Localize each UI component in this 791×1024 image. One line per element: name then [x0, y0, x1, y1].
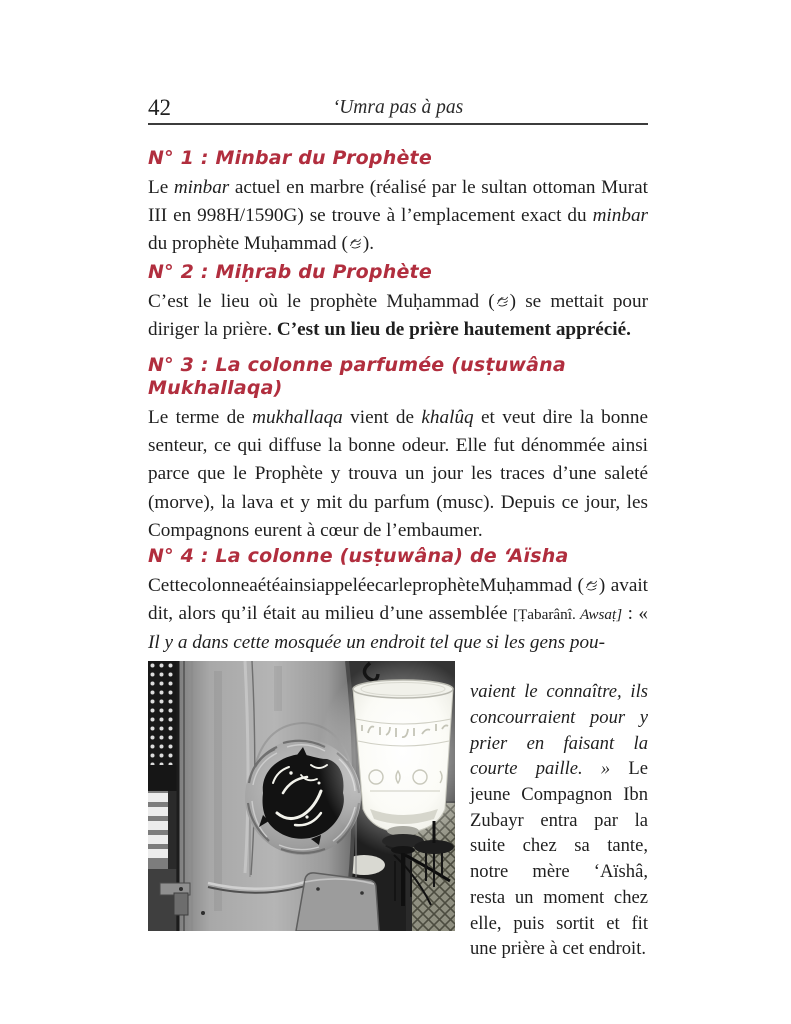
text-run: C’est le lieu où le prophète Muḥammad	[148, 290, 489, 312]
section-heading-mukhallaqa: N° 3 : La colonne parfumée (usṭuwâna Mukhallaqa)	[148, 354, 566, 400]
hadith-quote-end: vaient le connaître, ils concourraient pour y prier en faisant la courte paille. »	[470, 681, 648, 780]
saw-eulogy-symbol	[488, 291, 516, 312]
section-heading-aisha: N° 4 : La colonne (usṭuwâna) de ‘Aïsha	[148, 545, 569, 568]
section-heading-mihrab: N° 2 : Miḥrab du Prophète	[148, 260, 432, 283]
paren-open: (	[577, 575, 584, 597]
saw-ligature-icon	[348, 237, 363, 250]
paragraph-mukhallaqa	[148, 404, 648, 545]
text-run: vient de	[342, 407, 422, 429]
bold-phrase: C’est un lieu de prière hautement apprécié.	[276, 318, 631, 340]
text-run: et veut dire la bonne senteur, ce qui diffuse la bonne odeur. Elle fut dénommée ainsi parce que le Prophète y trouva un jour les traces d’une saleté (morve), la lava et y mit du parfum (musc). Depuis ce jour, les Compagnons eurent à cœur de l’embaumer.	[148, 407, 648, 541]
text-run: avait dit, alors qu’il était au milieu d’une assemblée	[148, 575, 648, 625]
paren-open: (	[341, 233, 348, 255]
paren-close: )	[598, 575, 606, 597]
header-rule	[148, 123, 648, 125]
paragraph-minbar	[148, 174, 648, 259]
paragraph-mihrab	[148, 288, 648, 344]
text-run-jammed: CettecolonneaétéainsiappeléecarleprophèteMuḥammad	[148, 575, 578, 597]
text-run: : «	[622, 603, 648, 625]
paren-close: ).	[362, 233, 375, 255]
text-run: Le terme de	[148, 407, 253, 429]
italic-term-minbar: minbar	[592, 205, 648, 227]
running-title: ‘Umra pas à pas	[332, 97, 464, 118]
italic-term-mukhallaqa: mukhallaqa	[252, 407, 343, 429]
saw-ligature-icon	[495, 295, 510, 308]
text-run: Le	[148, 177, 174, 198]
italic-term-minbar: minbar	[173, 177, 230, 198]
hadith-quote-start: Il y a dans cette mosquée un endroit tel que si les gens pou-	[148, 632, 606, 654]
text-run: se mettait pour diriger la prière.	[148, 290, 648, 340]
section-heading-minbar: N° 1 : Minbar du Prophète	[148, 147, 432, 169]
reference-citation: [Ṭabarânî.	[512, 606, 576, 624]
page-number: 42	[148, 95, 171, 120]
paren-close: )	[509, 290, 517, 312]
text-run: Le jeune Compagnon Ibn Zubayr entra par la suite chez sa tante, notre mère ‘Aïshâ, resta un moment chez elle, puis sortit et fit une prière à cet endroit.	[470, 758, 648, 960]
page-header	[148, 0, 648, 121]
saw-eulogy-symbol	[341, 233, 374, 254]
italic-term-khaluq: khalûq	[421, 407, 474, 429]
saw-ligature-icon	[584, 579, 599, 592]
reference-citation-italic: Awsaṭ]	[575, 606, 623, 624]
paren-open: (	[488, 290, 495, 312]
aisha-column-photo	[148, 661, 455, 931]
paragraph-aisha-intro	[148, 572, 648, 658]
page-content	[148, 0, 648, 981]
saw-eulogy-symbol	[578, 575, 606, 596]
text-run: actuel en marbre (réalisé par le sultan ottoman Murat III en 998H/1590G) se trouve à l’emplacement exact du	[148, 177, 648, 227]
photo-and-text-row	[148, 661, 648, 981]
paragraph-aisha-wrapped	[470, 679, 648, 962]
text-run: du prophète Muḥammad	[148, 233, 342, 255]
